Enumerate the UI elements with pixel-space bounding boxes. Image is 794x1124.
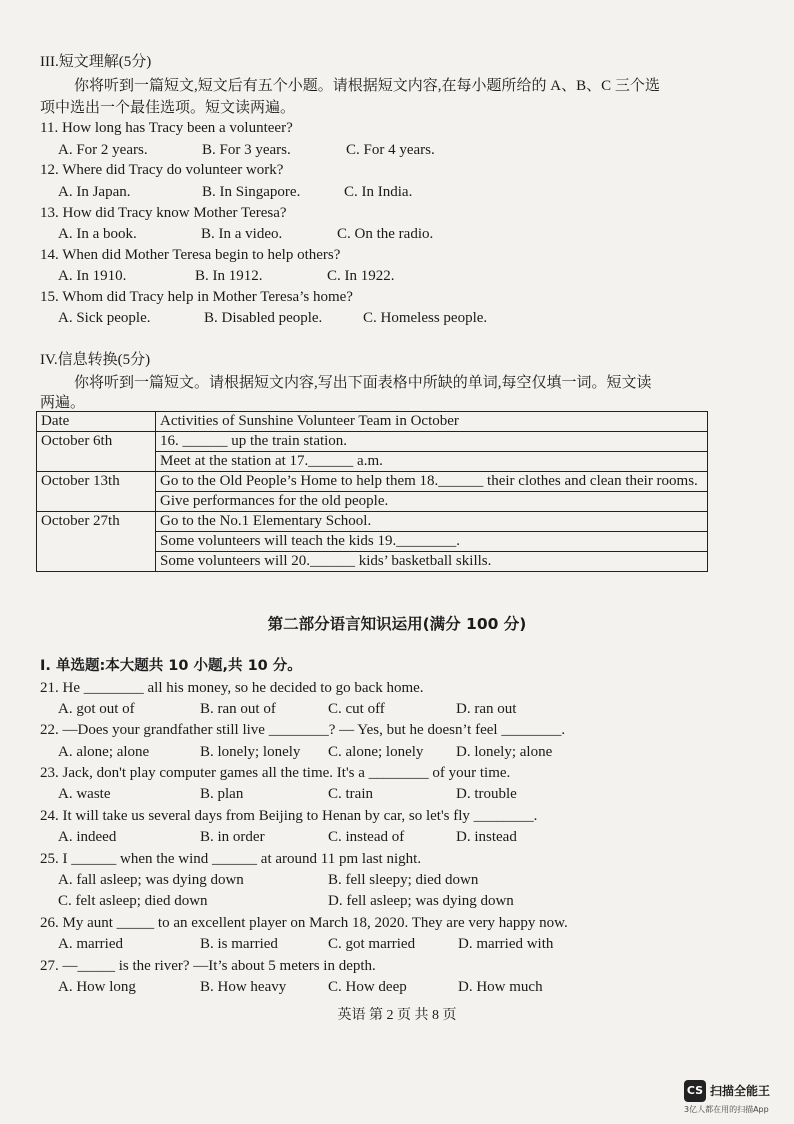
page-footer: 英语 第 2 页 共 8 页 (337, 1008, 457, 1023)
option-a: A. indeed (58, 829, 117, 845)
question-27-stem: 27. —_____ is the river? —It’s about 5 meters in depth. (40, 958, 376, 974)
option-a: A. How long (58, 979, 136, 995)
cs-logo-icon: CS (684, 1080, 706, 1102)
row-date: October 27th (37, 512, 156, 572)
option-b: B. fell sleepy; died down (328, 872, 479, 888)
table-row (37, 432, 708, 452)
option-a: A. In Japan. (58, 184, 131, 200)
option-a: A. fall asleep; was dying down (58, 872, 244, 888)
header-title: Activities of Sunshine Volunteer Team in October (156, 412, 708, 432)
option-b: B. For 3 years. (202, 142, 291, 158)
option-b: B. lonely; lonely (200, 744, 301, 760)
question-15-stem: 15. Whom did Tracy help in Mother Teresa’s home? (40, 289, 353, 305)
question-12-stem: 12. Where did Tracy do volunteer work? (40, 162, 284, 178)
question-23-stem: 23. Jack, don't play computer games all the time. It's a ________ of your time. (40, 765, 511, 781)
option-c: C. cut off (328, 701, 385, 717)
section4-instruction-1: 你将听到一篇短文。请根据短文内容,写出下面表格中所缺的单词,每空仅填一词。短文读 (74, 375, 652, 391)
option-b: B. ran out of (200, 701, 276, 717)
section4-title: IV.信息转换(5分) (40, 352, 151, 368)
part2-title: 第二部分语言知识运用(满分 100 分) (267, 615, 527, 633)
option-d: D. trouble (456, 786, 517, 802)
question-22-stem: 22. —Does your grandfather still live ________? — Yes, but he doesn’t feel ________. (40, 722, 566, 738)
option-d: D. fell asleep; was dying down (328, 893, 514, 909)
option-b: B. Disabled people. (204, 310, 323, 326)
option-d: D. ran out (456, 701, 517, 717)
question-14-stem: 14. When did Mother Teresa begin to help others? (40, 247, 341, 263)
option-a: A. In a book. (58, 226, 137, 242)
single-choice-title: I. 单选题:本大题共 10 小题,共 10 分。 (40, 658, 302, 674)
section3-title: III.短文理解(5分) (40, 54, 152, 70)
logo-name: 扫描全能王 (710, 1084, 771, 1098)
question-24-stem: 24. It will take us several days from Beijing to Henan by car, so let's fly ________. (40, 808, 538, 824)
section3-instruction-2: 项中选出一个最佳选项。短文读两遍。 (40, 100, 296, 116)
option-d: D. lonely; alone (456, 744, 553, 760)
option-a: A. Sick people. (58, 310, 151, 326)
row-item: Some volunteers will 20.______ kids’ basketball skills. (156, 552, 708, 572)
question-25-stem: 25. I ______ when the wind ______ at around 11 pm last night. (40, 851, 422, 867)
option-a: A. got out of (58, 701, 135, 717)
section3-instruction-1: 你将听到一篇短文,短文后有五个小题。请根据短文内容,在每小题所给的 A、B、C 三个选 (74, 78, 660, 94)
table-header-row (37, 412, 708, 432)
row-item: 16. ______ up the train station. (156, 432, 708, 452)
option-a: A. For 2 years. (58, 142, 148, 158)
option-b: B. How heavy (200, 979, 287, 995)
option-d: D. married with (458, 936, 554, 952)
option-c: C. train (328, 786, 373, 802)
row-date: October 6th (37, 432, 156, 472)
option-a: A. married (58, 936, 123, 952)
header-date: Date (37, 412, 156, 432)
row-item: Go to the No.1 Elementary School. (156, 512, 708, 532)
option-b: B. plan (200, 786, 244, 802)
scanner-logo (684, 1080, 794, 1120)
row-item: Meet at the station at 17.______ a.m. (156, 452, 708, 472)
section4-instruction-2: 两遍。 (40, 395, 86, 411)
row-date: October 13th (37, 472, 156, 512)
option-a: A. alone; alone (58, 744, 150, 760)
info-table (36, 411, 708, 572)
option-d: D. instead (456, 829, 517, 845)
option-b: B. In a video. (201, 226, 283, 242)
option-c: C. For 4 years. (346, 142, 435, 158)
table-row (37, 512, 708, 532)
logo-subtitle: 3亿人都在用的扫描App (684, 1105, 769, 1114)
row-item: Give performances for the old people. (156, 492, 708, 512)
option-c: C. In India. (344, 184, 413, 200)
question-13-stem: 13. How did Tracy know Mother Teresa? (40, 205, 287, 221)
row-item: Some volunteers will teach the kids 19.________. (156, 532, 708, 552)
option-c: C. got married (328, 936, 416, 952)
option-c: C. Homeless people. (363, 310, 488, 326)
option-b: B. in order (200, 829, 265, 845)
table-row (37, 472, 708, 492)
option-d: D. How much (458, 979, 543, 995)
option-b: B. In Singapore. (202, 184, 301, 200)
option-c: C. How deep (328, 979, 407, 995)
option-c: C. felt asleep; died down (58, 893, 208, 909)
option-c: C. alone; lonely (328, 744, 424, 760)
option-b: B. is married (200, 936, 278, 952)
option-c: C. instead of (328, 829, 405, 845)
option-c: C. In 1922. (327, 268, 395, 284)
option-c: C. On the radio. (337, 226, 434, 242)
option-a: A. In 1910. (58, 268, 127, 284)
row-item: Go to the Old People’s Home to help them 18.______ their clothes and clean their rooms. (156, 472, 708, 492)
option-b: B. In 1912. (195, 268, 263, 284)
option-a: A. waste (58, 786, 111, 802)
question-21-stem: 21. He ________ all his money, so he decided to go back home. (40, 680, 424, 696)
question-11-stem: 11. How long has Tracy been a volunteer? (40, 120, 293, 136)
question-26-stem: 26. My aunt _____ to an excellent player on March 18, 2020. They are very happy now. (40, 915, 568, 931)
